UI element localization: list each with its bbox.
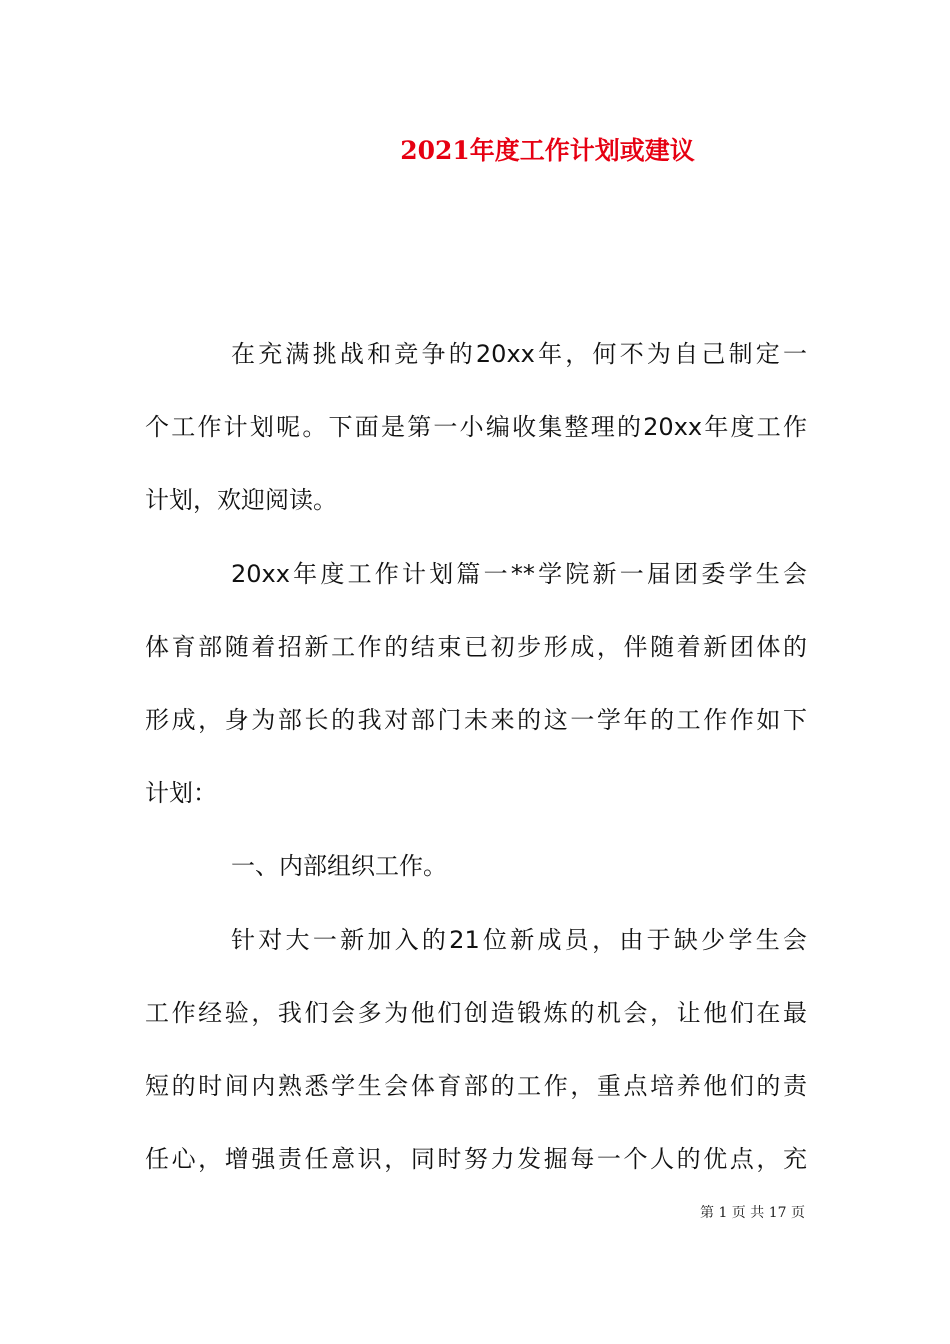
paragraph-line: 短的时间内熟悉学生会体育部的工作，重点培养他们的责 [145,1071,807,1100]
paragraph-line: 任心，增强责任意识，同时努力发掘每一个人的优点，充 [145,1145,807,1174]
paragraph-line: 计划： [145,779,217,808]
document-title-text: 2021年度工作计划或建议 [400,136,695,165]
paragraph-line: 个工作计划呢。下面是第一小编收集整理的20xx年度工作 [145,413,807,442]
section-heading: 一、内部组织工作。 [231,852,447,881]
paragraph-line: 20xx年度工作计划篇一**学院新一届团委学生会 [231,559,807,588]
paragraph-line: 计划，欢迎阅读。 [145,486,337,515]
paragraph-line: 针对大一新加入的21位新成员，由于缺少学生会 [231,925,807,954]
page-number-footer: 第 1 页 共 17 页 [700,1205,805,1221]
document-body [145,333,807,1211]
paragraph-line: 在充满挑战和竞争的20xx年，何不为自己制定一 [231,340,807,368]
document-title [0,134,950,168]
paragraph-line: 体育部随着招新工作的结束已初步形成，伴随着新团体的 [145,632,807,661]
paragraph-line: 形成，身为部长的我对部门未来的这一学年的工作作如下 [145,705,807,734]
paragraph-line: 工作经验，我们会多为他们创造锻炼的机会，让他们在最 [145,998,807,1027]
